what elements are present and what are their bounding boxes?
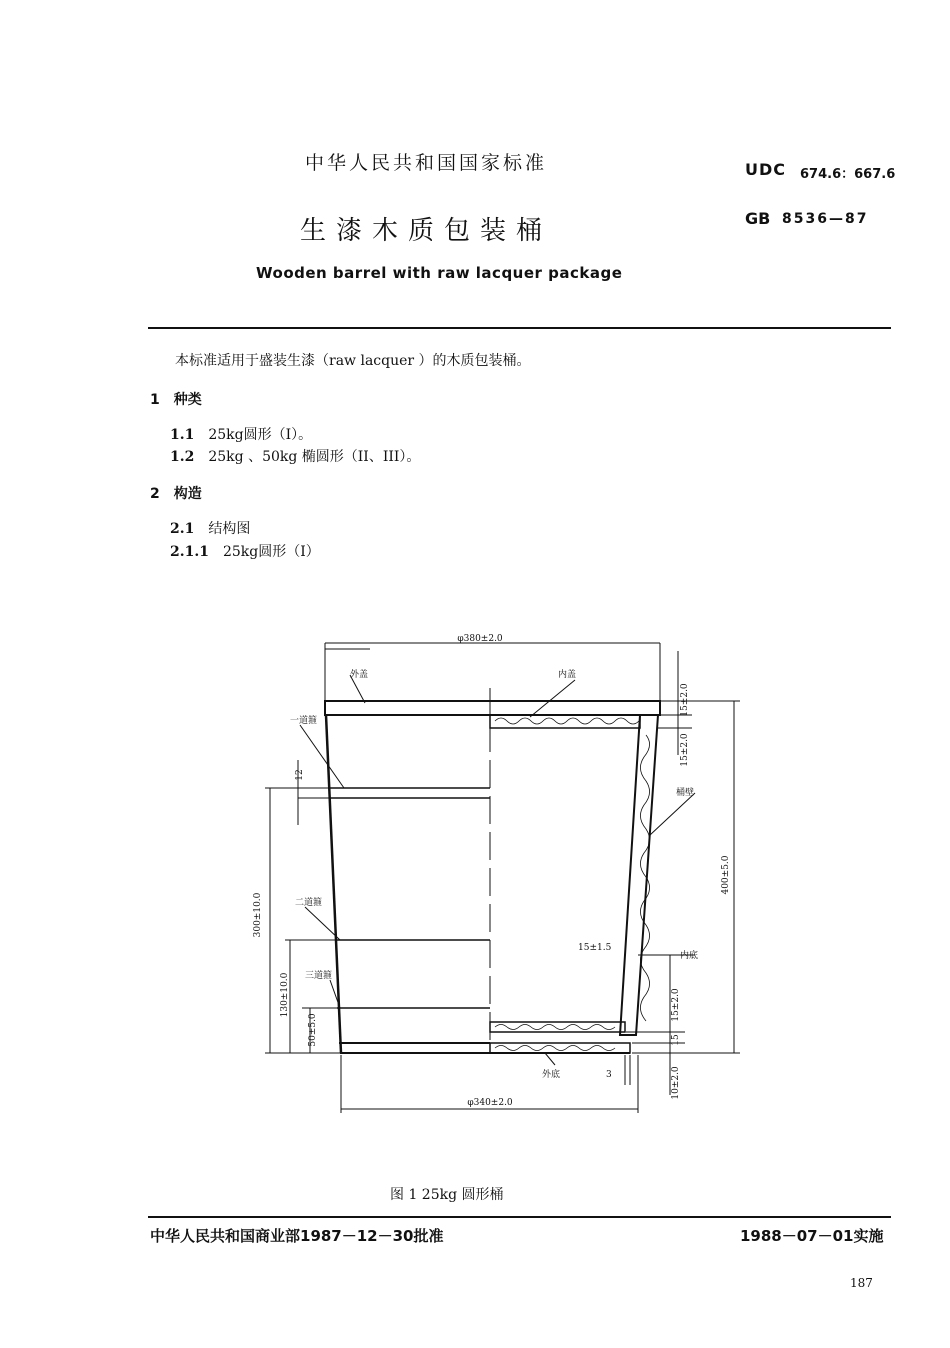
inner-lid — [490, 715, 640, 728]
inner-bottom — [490, 1022, 625, 1032]
header-divider — [148, 327, 891, 329]
udc-value: 674.6：667.6 — [800, 167, 896, 182]
item-text: 结构图 — [208, 521, 251, 537]
footer-divider — [148, 1216, 891, 1218]
inner-bottom-label: 内底 — [680, 951, 699, 961]
right-wall — [620, 715, 658, 1035]
hoop-width-label: 12 — [295, 769, 305, 781]
intro-paragraph: 本标准适用于盛装生漆（raw lacquer ）的木质包装桶。 — [175, 353, 531, 369]
item-text: 25kg圆形（I） — [222, 544, 320, 560]
inner-lid-thickness-label: 15±2.0 — [680, 733, 690, 767]
outer-lid-label: 外盖 — [350, 670, 369, 680]
wall-label: 桶壁 — [676, 788, 695, 798]
section-number: 2 — [150, 486, 160, 502]
section-number: 1 — [150, 392, 160, 408]
outer-bottom-label: 外底 — [542, 1070, 561, 1080]
section-title: 种类 — [173, 392, 202, 408]
chime-dimension-label: 3 — [606, 1070, 612, 1080]
hoop-3-label: 三道箍 — [305, 971, 333, 981]
approval-line: 中华人民共和国商业部1987－12－30批准 — [150, 1227, 444, 1245]
item-number: 1.1 — [170, 427, 195, 443]
item-number: 2.1.1 — [170, 544, 209, 560]
item-number: 2.1 — [170, 521, 195, 537]
section-2-heading — [150, 483, 202, 503]
gb-label: GB — [745, 209, 771, 228]
title-english: Wooden barrel with raw lacquer package — [256, 264, 623, 282]
section-title: 构造 — [173, 486, 202, 502]
outer-bottom-thickness-label: 10±2.0 — [671, 1066, 681, 1100]
item-text: 25kg 、50kg 椭圆形（II、III）。 — [208, 449, 421, 465]
lid-thickness-label: 15±2.0 — [680, 683, 690, 717]
section-1-heading — [150, 389, 202, 409]
outer-bottom — [490, 1043, 630, 1053]
item-1-1 — [170, 424, 312, 444]
udc-label: UDC — [745, 160, 787, 179]
outer-lid — [325, 701, 660, 715]
effective-date: 1988－07－01实施 — [740, 1227, 884, 1245]
item-1-2 — [170, 446, 420, 466]
hoop-2-label: 二道箍 — [295, 898, 323, 908]
page-number: 187 — [850, 1276, 873, 1290]
hoop-1-height-label: 300±10.0 — [253, 892, 263, 938]
inner-bottom-thickness-label: 15±2.0 — [671, 988, 681, 1022]
gap-dimension-label: 15 — [671, 1034, 681, 1046]
hoop-2-height-label: 130±10.0 — [280, 972, 290, 1018]
figure-caption: 图 1 25kg 圆形桶 — [390, 1187, 504, 1203]
hoop-1-label: 一道箍 — [290, 716, 318, 726]
inner-lid-label: 内盖 — [558, 670, 577, 680]
item-text: 25kg圆形（I）。 — [208, 427, 313, 443]
standard-name: 中华人民共和国国家标准 — [305, 152, 548, 174]
gb-number: 8536—87 — [782, 211, 869, 227]
title-chinese: 生漆木质包装桶 — [300, 216, 553, 246]
item-2-1-1 — [170, 541, 320, 561]
item-number: 1.2 — [170, 449, 195, 465]
total-height-label: 400±5.0 — [721, 855, 731, 895]
bottom-diameter-label: φ340±2.0 — [467, 1098, 513, 1108]
wall-thickness-label: 15±1.5 — [578, 943, 612, 953]
barrel-structure-diagram — [240, 625, 731, 1145]
top-diameter-label: φ380±2.0 — [457, 634, 503, 644]
item-2-1 — [170, 518, 250, 538]
hoop-3-height-label: 50±5.0 — [308, 1013, 318, 1047]
